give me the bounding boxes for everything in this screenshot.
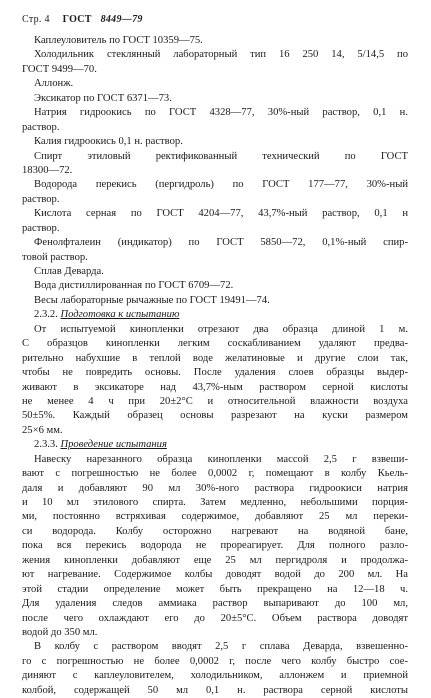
text-line: Каплеуловитель по ГОСТ 10359—75. [34,35,203,46]
text-line: живают в эксикаторе над 43,7%-ным раствором серной кислоты [22,381,408,393]
section-title: Проведение испытания [60,439,167,451]
text-line: Спирт этиловый ректификованный технический по ГОСТ [34,150,408,162]
text-line: го с погрешностью не более 0,0002 г, после чего колбу быстро сое- [22,655,408,667]
text-line: раствор. [22,121,60,133]
page-header [22,14,143,25]
text-line: пока вся перекись водорода не прореагирует. Для полного разло- [22,540,408,552]
text-line: Фенолфталеин (индикатор) по ГОСТ 5850—72, 0,1%-ный спир- [34,237,408,249]
text-line: 18300—72. [22,164,73,176]
text-line: Навеску нарезанного образца кинопленки массой 2,5 г взвеши- [34,453,408,465]
text-line: Эксикатор по ГОСТ 6371—73. [34,92,172,104]
standard-number: 8449—79 [100,14,143,25]
text-line: си водорода. Колбу осторожно нагревают на водяной бане, [22,525,408,537]
text-line: ГОСТ 9499—70. [22,63,97,75]
section-title: Подготовка к испытанию [60,309,180,321]
document-body [22,34,408,698]
text-line: ми, постоянно встряхивая содержимое, добавляют 25 мл переки- [22,511,408,523]
text-line: Холодильник стеклянный лабораторный тип 16 250 14, 5/14,5 по [34,49,408,61]
text-line: Для удаления следов аммиака раствор выпаривают до 100 мл, [22,598,408,610]
text-line: Водорода перекись (пергидроль) по ГОСТ 177—77, 30%-ный [34,179,408,191]
standard-label: ГОСТ [62,14,92,25]
text-line: жения кинопленки добавляют еще 25 мл пергидроля и продолжа- [22,554,408,566]
text-line: В колбу с раствором вводят 2,5 г сплава Деварда, взвешенно- [34,641,408,653]
text-line: Натрия гидроокись по ГОСТ 4328—77, 30%-ный раствор, 0,1 н. [34,107,408,119]
text-line: чтобы не повредить основы. После удаления слоев образцы выдер- [22,367,408,379]
text-line: рительно набухшие в теплой воде желатиновые и другие слои так, [22,352,408,364]
section-number: 2.3.3. [34,439,61,451]
section-number: 2.3.2. [34,309,61,321]
text-line: раствор. [22,193,60,205]
text-line: 25×6 мм. [22,424,63,436]
text-line: этой стадии определение может быть прекращено на 12—18 ч. [22,583,408,595]
section-heading [22,308,408,322]
page-number: Стр. 4 [22,14,50,25]
text-line: Кислота серная по ГОСТ 4204—77, 43,7%-ный раствор, 0,1 н [34,208,408,220]
text-line: Калия гидроокись 0,1 н. раствор. [34,136,183,148]
text-line: после чего охлаждают его до 20±5°С. Объем раствора доводят [22,612,408,624]
text-line: Вода дистиллированная по ГОСТ 6709—72. [34,280,234,292]
text-line: колбой, содержащей 50 мл 0,1 н. раствора серной кислоты [22,684,408,696]
text-line: Сплав Деварда. [34,266,104,277]
text-line: Аллонж. [34,78,74,90]
text-line: 50±5%. Каждый образец основы разрезают на куски размером [22,410,408,422]
text-line: водой до 350 мл. [22,626,98,638]
text-line: и 10 мл этилового спирта. Затем медленно, небольшими порция- [22,497,408,508]
text-line: диняют с каплеуловителем, холодильником, аллонжем и приемной [22,670,408,682]
section-heading [22,438,408,452]
text-line: С образцов кинопленки легким соскабливанием удаляют предва- [22,338,408,350]
text-line: вают с погрешностью не более 0,0002 г, помещают в колбу Кьель- [22,468,408,480]
text-line: даля и добавляют 90 мл 30%-ного раствора гидроокиси натрия [22,482,408,494]
text-line: не менее 4 ч при 20±2°С и относительной влажности воздуха [22,395,408,407]
text-line: товой раствор. [22,251,88,263]
text-line: Весы лабораторные рычажные по ГОСТ 19491—74. [34,294,270,306]
text-line: От испытуемой кинопленки отрезают два образца длиной 1 м. [34,323,408,335]
text-line: раствор. [22,222,60,234]
text-line: ют нагревание. Содержимое колбы доводят водой до 200 мл. На [22,569,408,581]
